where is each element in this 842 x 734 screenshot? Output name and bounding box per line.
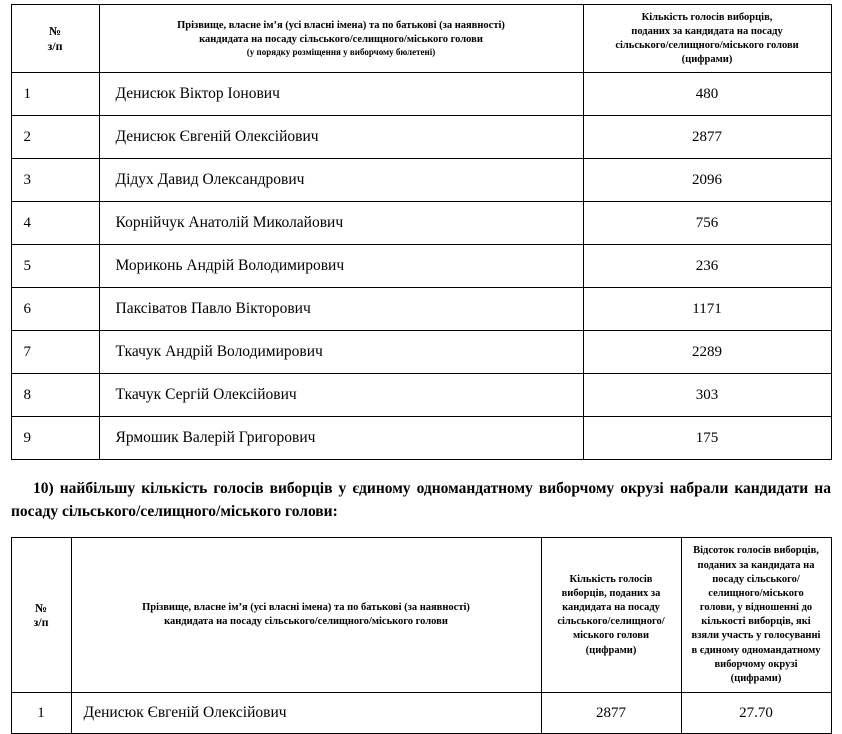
- row-votes: 2877: [583, 116, 831, 159]
- header-cell-number: [11, 5, 99, 73]
- header-percent-line3: посаду сільського/: [712, 573, 800, 585]
- row-candidate-name: Паксіватов Павло Вікторович: [99, 288, 583, 331]
- row-percent: 27.70: [681, 693, 831, 734]
- header-percent-line4: селищного/міського: [708, 587, 804, 599]
- winner-results-table: [11, 537, 832, 734]
- row-number: 2: [11, 116, 99, 159]
- table-row: [11, 374, 831, 417]
- header-cell-name: [71, 538, 541, 693]
- header-number-line1: №: [34, 600, 48, 615]
- row-votes: 756: [583, 202, 831, 245]
- header-votes-line2: поданих за кандидата на посаду: [631, 25, 783, 37]
- row-number: 6: [11, 288, 99, 331]
- table-row: [11, 288, 831, 331]
- row-votes: 480: [583, 73, 831, 116]
- row-votes: 2096: [583, 159, 831, 202]
- header-percent-line2: поданих за кандидата на: [697, 559, 815, 571]
- header-percent-line6: кількості виборців, які: [701, 616, 811, 628]
- table-header-row: [11, 538, 831, 693]
- paragraph-marker: 10): [33, 480, 54, 498]
- row-candidate-name: Денисюк Євгеній Олексійович: [71, 693, 541, 734]
- header-votes-line3: кандидата на посаду: [562, 602, 660, 614]
- row-number: 8: [11, 374, 99, 417]
- row-number: 4: [11, 202, 99, 245]
- header-votes-line4: (цифрами): [681, 53, 733, 65]
- table-row: [11, 159, 831, 202]
- row-candidate-name: Денисюк Євгеній Олексійович: [99, 116, 583, 159]
- table-row: [11, 73, 831, 116]
- row-number: 5: [11, 245, 99, 288]
- header-cell-votes: [541, 538, 681, 693]
- table-row: [11, 245, 831, 288]
- table-row: [11, 202, 831, 245]
- header-number-line1: №: [48, 24, 62, 39]
- header-cell-name: [99, 5, 583, 73]
- row-number: 7: [11, 331, 99, 374]
- header-votes-line1: Кількість голосів виборців,: [641, 12, 773, 23]
- table-row: [11, 116, 831, 159]
- table-header-row: [11, 5, 831, 73]
- header-cell-number: [11, 538, 71, 693]
- header-votes-line6: (цифрами): [585, 644, 637, 656]
- row-candidate-name: Мориконь Андрій Володимирович: [99, 245, 583, 288]
- table-row: [11, 417, 831, 460]
- header-name-line1: Прізвище, власне ім’я (усі власні імена) та по батькові (за наявності): [142, 602, 470, 614]
- row-candidate-name: Корнійчук Анатолій Миколайович: [99, 202, 583, 245]
- row-candidate-name: Денисюк Віктор Іонович: [99, 73, 583, 116]
- candidates-results-table: [11, 4, 832, 460]
- header-name-line1: Прізвище, власне ім’я (усі власні імена) та по батькові (за наявності): [177, 19, 505, 31]
- header-percent-line7: взяли участь у голосуванні: [691, 630, 821, 642]
- section-paragraph: [11, 478, 831, 523]
- table-row: [11, 331, 831, 374]
- header-percent-line1: Відсоток голосів виборців,: [693, 545, 819, 557]
- row-votes: 1171: [583, 288, 831, 331]
- document-page: [0, 4, 842, 722]
- row-number: 9: [11, 417, 99, 460]
- header-name-line2: кандидата на посаду сільського/селищного/міського голови: [199, 33, 483, 45]
- row-number: 1: [11, 693, 71, 734]
- header-votes-line3: сільського/селищного/міського голови: [615, 39, 799, 51]
- row-votes: 236: [583, 245, 831, 288]
- row-number: 3: [11, 159, 99, 202]
- row-votes: 2877: [541, 693, 681, 734]
- row-candidate-name: Ткачук Сергій Олексійович: [99, 374, 583, 417]
- table-row: [11, 693, 831, 734]
- header-percent-line5: голови, у відношенні до: [699, 602, 813, 614]
- header-cell-percent: [681, 538, 831, 693]
- paragraph-text: найбільшу кількість голосів виборців у єдиному одномандатному виборчому окрузі набрали кандидати на посаду сільського/селищного/міського голови:: [11, 480, 831, 520]
- header-cell-votes: [583, 5, 831, 73]
- header-number-line2: з/п: [33, 615, 49, 630]
- row-number: 1: [11, 73, 99, 116]
- header-name-line2: кандидата на посаду сільського/селищного/міського голови: [164, 616, 448, 628]
- row-votes: 175: [583, 417, 831, 460]
- header-votes-line5: міського голови: [572, 630, 650, 642]
- header-name-line3: (у порядку розміщення у виборчому бюлетені): [246, 46, 436, 57]
- row-votes: 2289: [583, 331, 831, 374]
- row-candidate-name: Ярмошик Валерій Григорович: [99, 417, 583, 460]
- row-candidate-name: Ткачук Андрій Володимирович: [99, 331, 583, 374]
- header-percent-line9: виборчому окрузі: [714, 658, 798, 670]
- row-votes: 303: [583, 374, 831, 417]
- header-number-line2: з/п: [47, 38, 63, 53]
- header-percent-line8: в єдиному одномандатному: [691, 644, 821, 656]
- row-candidate-name: Дідух Давид Олександрович: [99, 159, 583, 202]
- header-votes-line4: сільського/селищного/: [557, 616, 665, 628]
- header-votes-line2: виборців, поданих за: [561, 587, 661, 599]
- header-percent-line10: (цифрами): [730, 672, 782, 684]
- header-votes-line1: Кількість голосів: [569, 573, 653, 585]
